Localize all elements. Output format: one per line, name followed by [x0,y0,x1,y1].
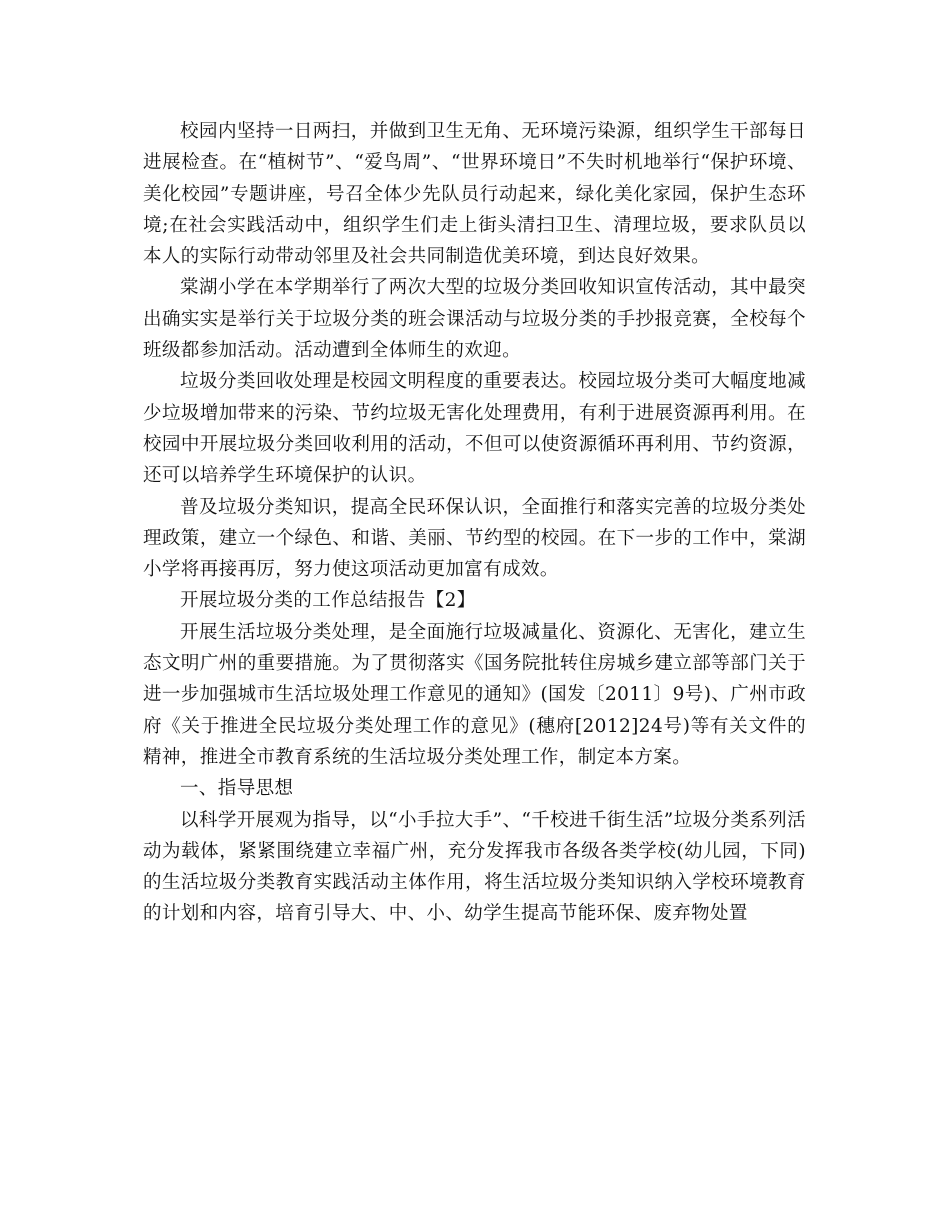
paragraph-popularize-knowledge: 普及垃圾分类知识，提高全民环保认识，全面推行和落实完善的垃圾分类处理政策，建立一个绿色、和谐、美丽、节约型的校园。在下一步的工作中，棠湖小学将再接再厉，努力使这项活动更加富有成效。 [143,496,806,581]
paragraph-guiding-thought: 以科学开展观为指导，以“小手拉大手”、“千校进千街生活”垃圾分类系列活动为载体，紧紧围绕建立幸福广州，充分发挥我市各级各类学校(幼儿园，下同)的生活垃圾分类教育实践活动主体作用，将生活垃圾分类知识纳入学校环境教育的计划和内容，培育引导大、中、小、幼学生提高节能环保、废弃物处置 [143,809,806,925]
section-heading-report-2: 开展垃圾分类的工作总结报告【2】 [180,590,476,612]
paragraph-recycling-importance: 垃圾分类回收处理是校园文明程度的重要表达。校园垃圾分类可大幅度地减少垃圾增加带来的污染、节约垃圾无害化处理费用，有利于进展资源再利用。在校园中开展垃圾分类回收利用的活动，不但可以使资源循环再利用、节约资源，还可以培养学生环境保护的认识。 [143,371,806,487]
paragraph-policy-basis: 开展生活垃圾分类处理，是全面施行垃圾减量化、资源化、无害化，建立生态文明广州的重要措施。为了贯彻落实《国务院批转住房城乡建立部等部门关于进一步加强城市生活垃圾处理工作意见的通知》(国发〔2011〕9号)、广州市政府《关于推进全民垃圾分类处理工作的意见》(穗府[2012]24号)等有关文件的精神，推进全市教育系统的生活垃圾分类处理工作，制定本方案。 [143,621,806,768]
paragraph-tanghu-activities: 棠湖小学在本学期举行了两次大型的垃圾分类回收知识宣传活动，其中最突出确实实是举行关于垃圾分类的班会课活动与垃圾分类的手抄报竞赛，全校每个班级都参加活动。活动遭到全体师生的欢迎。 [143,277,806,362]
paragraph-campus-cleaning: 校园内坚持一日两扫，并做到卫生无角、无环境污染源，组织学生干部每日进展检查。在“植树节”、“爱鸟周”、“世界环境日”不失时机地举行“保护环境、美化校园”专题讲座，号召全体少先队员行动起来，绿化美化家园，保护生态环境;在社会实践活动中，组织学生们走上街头清扫卫生、清理垃圾，要求队员以本人的实际行动带动邻里及社会共同制造优美环境，到达良好效果。 [143,121,806,268]
document-body [143,116,806,930]
section-heading-guiding-thought: 一、指导思想 [180,778,294,800]
